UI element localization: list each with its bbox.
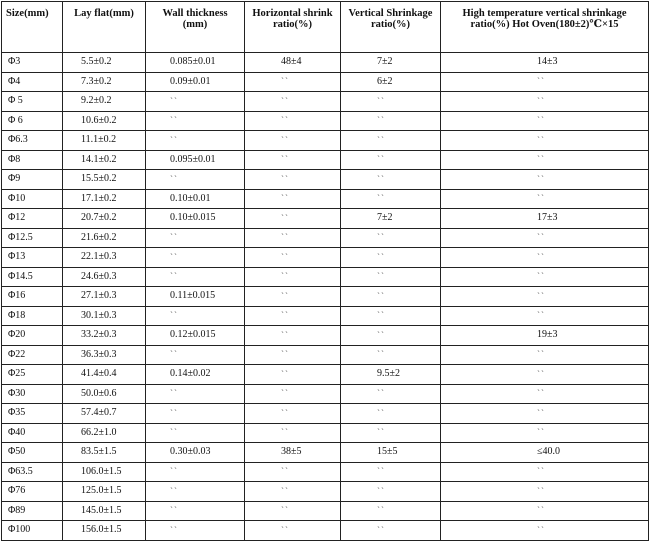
cell-high-temp-shrink: `` [441, 462, 649, 482]
cell-size: Φ8 [2, 150, 63, 170]
cell-size: Φ3 [2, 53, 63, 73]
cell-vertical-shrink: `` [341, 189, 441, 209]
cell-vertical-shrink: 7±2 [341, 53, 441, 73]
cell-size: Φ12 [2, 209, 63, 229]
cell-size: Φ89 [2, 501, 63, 521]
cell-size: Φ 5 [2, 92, 63, 112]
table-body [2, 53, 649, 541]
cell-horizontal-shrink: `` [245, 521, 341, 541]
cell-horizontal-shrink: `` [245, 384, 341, 404]
cell-vertical-shrink: `` [341, 111, 441, 131]
table-row [2, 150, 649, 170]
cell-high-temp-shrink: `` [441, 189, 649, 209]
cell-lay-flat: 145.0±1.5 [63, 501, 146, 521]
table-row [2, 365, 649, 385]
cell-wall-thickness: 0.14±0.02 [146, 365, 245, 385]
cell-lay-flat: 21.6±0.2 [63, 228, 146, 248]
cell-lay-flat: 57.4±0.7 [63, 404, 146, 424]
cell-wall-thickness: `` [146, 384, 245, 404]
cell-vertical-shrink: `` [341, 404, 441, 424]
cell-wall-thickness: `` [146, 170, 245, 190]
cell-lay-flat: 83.5±1.5 [63, 443, 146, 463]
cell-lay-flat: 106.0±1.5 [63, 462, 146, 482]
table-row [2, 209, 649, 229]
table-row [2, 170, 649, 190]
cell-lay-flat: 27.1±0.3 [63, 287, 146, 307]
cell-vertical-shrink: 15±5 [341, 443, 441, 463]
cell-wall-thickness: 0.11±0.015 [146, 287, 245, 307]
cell-vertical-shrink: `` [341, 384, 441, 404]
table-row [2, 501, 649, 521]
cell-high-temp-shrink: `` [441, 287, 649, 307]
cell-high-temp-shrink: 17±3 [441, 209, 649, 229]
cell-high-temp-shrink: `` [441, 267, 649, 287]
cell-size: Φ76 [2, 482, 63, 502]
cell-horizontal-shrink: `` [245, 404, 341, 424]
cell-lay-flat: 66.2±1.0 [63, 423, 146, 443]
cell-lay-flat: 36.3±0.3 [63, 345, 146, 365]
cell-size: Φ100 [2, 521, 63, 541]
cell-vertical-shrink: `` [341, 423, 441, 443]
cell-horizontal-shrink: `` [245, 72, 341, 92]
table-row [2, 521, 649, 541]
cell-wall-thickness: 0.12±0.015 [146, 326, 245, 346]
cell-vertical-shrink: `` [341, 248, 441, 268]
cell-high-temp-shrink: `` [441, 170, 649, 190]
cell-horizontal-shrink: `` [245, 209, 341, 229]
shrink-tube-spec-table [1, 1, 649, 541]
cell-lay-flat: 17.1±0.2 [63, 189, 146, 209]
table-row [2, 443, 649, 463]
cell-wall-thickness: `` [146, 92, 245, 112]
table-row [2, 404, 649, 424]
table-row [2, 423, 649, 443]
cell-high-temp-shrink: `` [441, 306, 649, 326]
cell-lay-flat: 9.2±0.2 [63, 92, 146, 112]
table-row [2, 92, 649, 112]
cell-wall-thickness: 0.10±0.01 [146, 189, 245, 209]
cell-lay-flat: 156.0±1.5 [63, 521, 146, 541]
table-row [2, 287, 649, 307]
cell-size: Φ18 [2, 306, 63, 326]
cell-size: Φ63.5 [2, 462, 63, 482]
table-row [2, 462, 649, 482]
cell-high-temp-shrink: `` [441, 501, 649, 521]
cell-wall-thickness: `` [146, 345, 245, 365]
cell-vertical-shrink: 7±2 [341, 209, 441, 229]
cell-wall-thickness: `` [146, 131, 245, 151]
cell-lay-flat: 20.7±0.2 [63, 209, 146, 229]
cell-horizontal-shrink: `` [245, 326, 341, 346]
cell-horizontal-shrink: `` [245, 228, 341, 248]
cell-high-temp-shrink: 19±3 [441, 326, 649, 346]
cell-high-temp-shrink: `` [441, 384, 649, 404]
cell-lay-flat: 33.2±0.3 [63, 326, 146, 346]
cell-vertical-shrink: `` [341, 462, 441, 482]
header-row [2, 2, 649, 53]
cell-size: Φ6.3 [2, 131, 63, 151]
cell-high-temp-shrink: `` [441, 521, 649, 541]
cell-lay-flat: 14.1±0.2 [63, 150, 146, 170]
cell-lay-flat: 11.1±0.2 [63, 131, 146, 151]
cell-vertical-shrink: `` [341, 228, 441, 248]
cell-vertical-shrink: `` [341, 92, 441, 112]
cell-lay-flat: 50.0±0.6 [63, 384, 146, 404]
cell-horizontal-shrink: 48±4 [245, 53, 341, 73]
cell-wall-thickness: `` [146, 228, 245, 248]
cell-size: Φ 6 [2, 111, 63, 131]
header-horizontal-shrink: Horizontal shrink ratio(%) [245, 2, 341, 53]
cell-lay-flat: 10.6±0.2 [63, 111, 146, 131]
cell-horizontal-shrink: `` [245, 248, 341, 268]
table-row [2, 72, 649, 92]
table-row [2, 111, 649, 131]
table-row [2, 345, 649, 365]
cell-high-temp-shrink: `` [441, 72, 649, 92]
cell-horizontal-shrink: `` [245, 501, 341, 521]
cell-lay-flat: 24.6±0.3 [63, 267, 146, 287]
cell-vertical-shrink: `` [341, 150, 441, 170]
cell-horizontal-shrink: `` [245, 365, 341, 385]
cell-vertical-shrink: `` [341, 521, 441, 541]
cell-size: Φ9 [2, 170, 63, 190]
cell-horizontal-shrink: `` [245, 423, 341, 443]
table-row [2, 131, 649, 151]
table-row [2, 248, 649, 268]
cell-high-temp-shrink: `` [441, 131, 649, 151]
cell-lay-flat: 15.5±0.2 [63, 170, 146, 190]
cell-vertical-shrink: `` [341, 345, 441, 365]
table-row [2, 267, 649, 287]
cell-size: Φ30 [2, 384, 63, 404]
cell-size: Φ14.5 [2, 267, 63, 287]
cell-lay-flat: 125.0±1.5 [63, 482, 146, 502]
cell-wall-thickness: 0.085±0.01 [146, 53, 245, 73]
cell-high-temp-shrink: ≤40.0 [441, 443, 649, 463]
cell-horizontal-shrink: `` [245, 92, 341, 112]
cell-lay-flat: 7.3±0.2 [63, 72, 146, 92]
cell-lay-flat: 30.1±0.3 [63, 306, 146, 326]
table-row [2, 384, 649, 404]
cell-high-temp-shrink: `` [441, 92, 649, 112]
cell-horizontal-shrink: `` [245, 150, 341, 170]
cell-lay-flat: 5.5±0.2 [63, 53, 146, 73]
cell-high-temp-shrink: `` [441, 404, 649, 424]
cell-wall-thickness: `` [146, 423, 245, 443]
cell-vertical-shrink: `` [341, 501, 441, 521]
cell-wall-thickness: `` [146, 404, 245, 424]
cell-high-temp-shrink: `` [441, 345, 649, 365]
table-row [2, 306, 649, 326]
cell-horizontal-shrink: `` [245, 267, 341, 287]
cell-wall-thickness: `` [146, 111, 245, 131]
cell-high-temp-shrink: `` [441, 482, 649, 502]
cell-size: Φ20 [2, 326, 63, 346]
header-high-temp-shrink: High temperature vertical shrinkage ratio(%) Hot Oven(180±2)℃×15 [441, 2, 649, 53]
cell-vertical-shrink: `` [341, 326, 441, 346]
header-size: Size(mm) [2, 2, 63, 53]
cell-size: Φ40 [2, 423, 63, 443]
cell-size: Φ13 [2, 248, 63, 268]
cell-high-temp-shrink: `` [441, 423, 649, 443]
cell-wall-thickness: 0.09±0.01 [146, 72, 245, 92]
cell-horizontal-shrink: `` [245, 131, 341, 151]
cell-wall-thickness: `` [146, 501, 245, 521]
cell-high-temp-shrink: `` [441, 228, 649, 248]
cell-wall-thickness: `` [146, 482, 245, 502]
cell-horizontal-shrink: `` [245, 111, 341, 131]
cell-wall-thickness: `` [146, 462, 245, 482]
cell-wall-thickness: `` [146, 306, 245, 326]
cell-horizontal-shrink: `` [245, 482, 341, 502]
cell-horizontal-shrink: `` [245, 287, 341, 307]
cell-vertical-shrink: 6±2 [341, 72, 441, 92]
cell-high-temp-shrink: `` [441, 248, 649, 268]
cell-size: Φ22 [2, 345, 63, 365]
cell-lay-flat: 22.1±0.3 [63, 248, 146, 268]
cell-wall-thickness: 0.30±0.03 [146, 443, 245, 463]
cell-horizontal-shrink: 38±5 [245, 443, 341, 463]
cell-size: Φ25 [2, 365, 63, 385]
cell-horizontal-shrink: `` [245, 345, 341, 365]
cell-size: Φ35 [2, 404, 63, 424]
cell-size: Φ10 [2, 189, 63, 209]
cell-vertical-shrink: `` [341, 170, 441, 190]
table-row [2, 189, 649, 209]
cell-high-temp-shrink: `` [441, 150, 649, 170]
cell-vertical-shrink: `` [341, 482, 441, 502]
cell-vertical-shrink: `` [341, 267, 441, 287]
header-lay-flat: Lay flat(mm) [63, 2, 146, 53]
cell-horizontal-shrink: `` [245, 170, 341, 190]
cell-lay-flat: 41.4±0.4 [63, 365, 146, 385]
table-row [2, 326, 649, 346]
cell-wall-thickness: 0.10±0.015 [146, 209, 245, 229]
cell-high-temp-shrink: `` [441, 111, 649, 131]
table-row [2, 228, 649, 248]
cell-horizontal-shrink: `` [245, 189, 341, 209]
cell-wall-thickness: `` [146, 248, 245, 268]
cell-high-temp-shrink: 14±3 [441, 53, 649, 73]
cell-size: Φ50 [2, 443, 63, 463]
header-wall-thickness: Wall thickness (mm) [146, 2, 245, 53]
table-row [2, 53, 649, 73]
cell-vertical-shrink: `` [341, 306, 441, 326]
cell-size: Φ16 [2, 287, 63, 307]
cell-high-temp-shrink: `` [441, 365, 649, 385]
cell-size: Φ12.5 [2, 228, 63, 248]
cell-size: Φ4 [2, 72, 63, 92]
cell-vertical-shrink: `` [341, 287, 441, 307]
table-header [2, 2, 649, 53]
cell-wall-thickness: `` [146, 521, 245, 541]
header-vertical-shrink: Vertical Shrinkage ratio(%) [341, 2, 441, 53]
cell-vertical-shrink: `` [341, 131, 441, 151]
cell-horizontal-shrink: `` [245, 306, 341, 326]
cell-wall-thickness: `` [146, 267, 245, 287]
cell-wall-thickness: 0.095±0.01 [146, 150, 245, 170]
table-row [2, 482, 649, 502]
cell-vertical-shrink: 9.5±2 [341, 365, 441, 385]
cell-horizontal-shrink: `` [245, 462, 341, 482]
